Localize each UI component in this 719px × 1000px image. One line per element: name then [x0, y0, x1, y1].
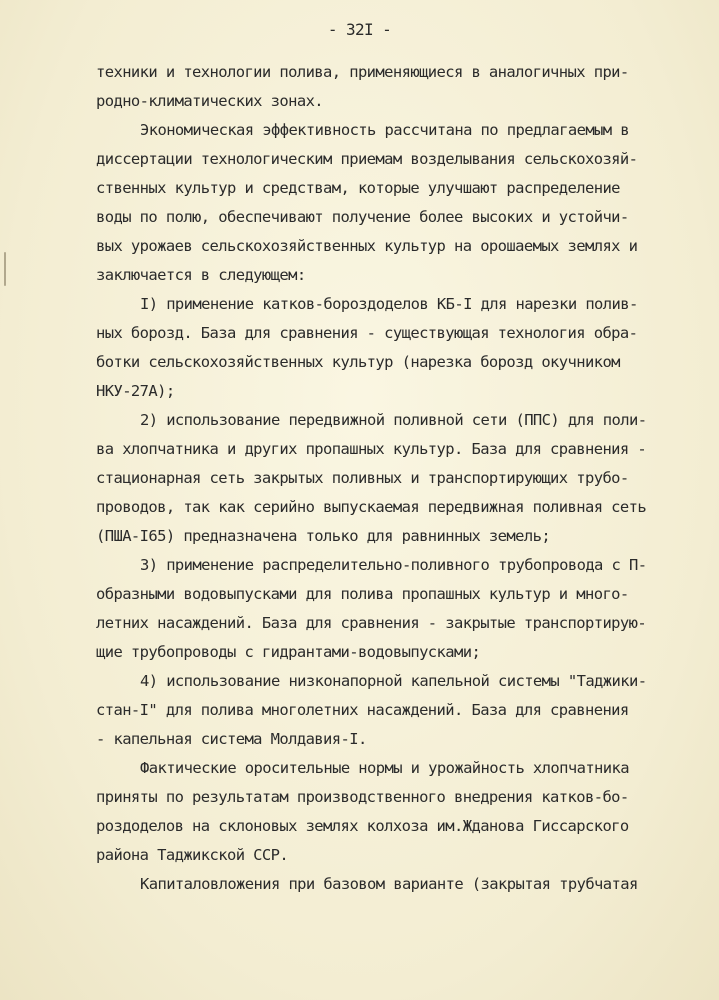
- text-line: ственных культур и средствам, которые улучшают распределение: [96, 179, 620, 197]
- text-line: роздоделов на склоновых землях колхоза им.Жданова Гиссарского: [96, 817, 629, 835]
- text-line: (ПША-I65) предназначена только для равнинных земель;: [96, 527, 551, 545]
- margin-mark: [4, 252, 6, 286]
- text-line: Фактические оросительные нормы и урожайность хлопчатника: [140, 759, 629, 777]
- text-line: I) применение катков-бороздоделов КБ-I для нарезки полив-: [140, 295, 638, 313]
- page-number: - 32I -: [327, 20, 392, 39]
- text-line: техники и технологии полива, применяющиеся в аналогичных при-: [96, 63, 629, 81]
- text-line: стационарная сеть закрытых поливных и транспортирующих трубо-: [96, 469, 629, 487]
- text-line: вых урожаев сельскохозяйственных культур на орошаемых землях и: [96, 237, 638, 255]
- text-line: стан-I" для полива многолетних насаждений. База для сравнения: [96, 701, 629, 719]
- text-line: ных борозд. База для сравнения - существующая технология обра-: [96, 324, 638, 342]
- text-line: родно-климатических зонах.: [96, 92, 324, 110]
- text-line: ботки сельскохозяйственных культур (нарезка борозд окучником: [96, 353, 620, 371]
- text-line: района Таджикской ССР.: [96, 846, 289, 864]
- text-line: щие трубопроводы с гидрантами-водовыпусками;: [96, 643, 481, 661]
- text-line: Капиталовложения при базовом варианте (закрытая трубчатая: [140, 875, 638, 893]
- text-line: 4) использование низконапорной капельной системы "Таджики-: [140, 672, 647, 690]
- text-line: приняты по результатам производственного внедрения катков-бо-: [96, 788, 629, 806]
- text-line: Экономическая эффективность рассчитана по предлагаемым в: [140, 121, 629, 139]
- text-line: ва хлопчатника и других пропашных культур. База для сравнения -: [96, 440, 647, 458]
- text-line: проводов, так как серийно выпускаемая передвижная поливная сеть: [96, 498, 647, 516]
- text-line: НКУ-27А);: [96, 382, 175, 400]
- text-line: воды по полю, обеспечивают получение более высоких и устойчи-: [96, 208, 629, 226]
- text-line: образными водовыпусками для полива пропашных культур и много-: [96, 585, 629, 603]
- text-line: 2) использование передвижной поливной сети (ППС) для поли-: [140, 411, 647, 429]
- text-line: диссертации технологическим приемам возделывания сельскохозяй-: [96, 150, 638, 168]
- text-line: заключается в следующем:: [96, 266, 306, 284]
- text-line: 3) применение распределительно-поливного трубопровода с П-: [140, 556, 647, 574]
- text-line: летних насаждений. База для сравнения - закрытые транспортирую-: [96, 614, 647, 632]
- text-line: - капельная система Молдавия-I.: [96, 730, 367, 748]
